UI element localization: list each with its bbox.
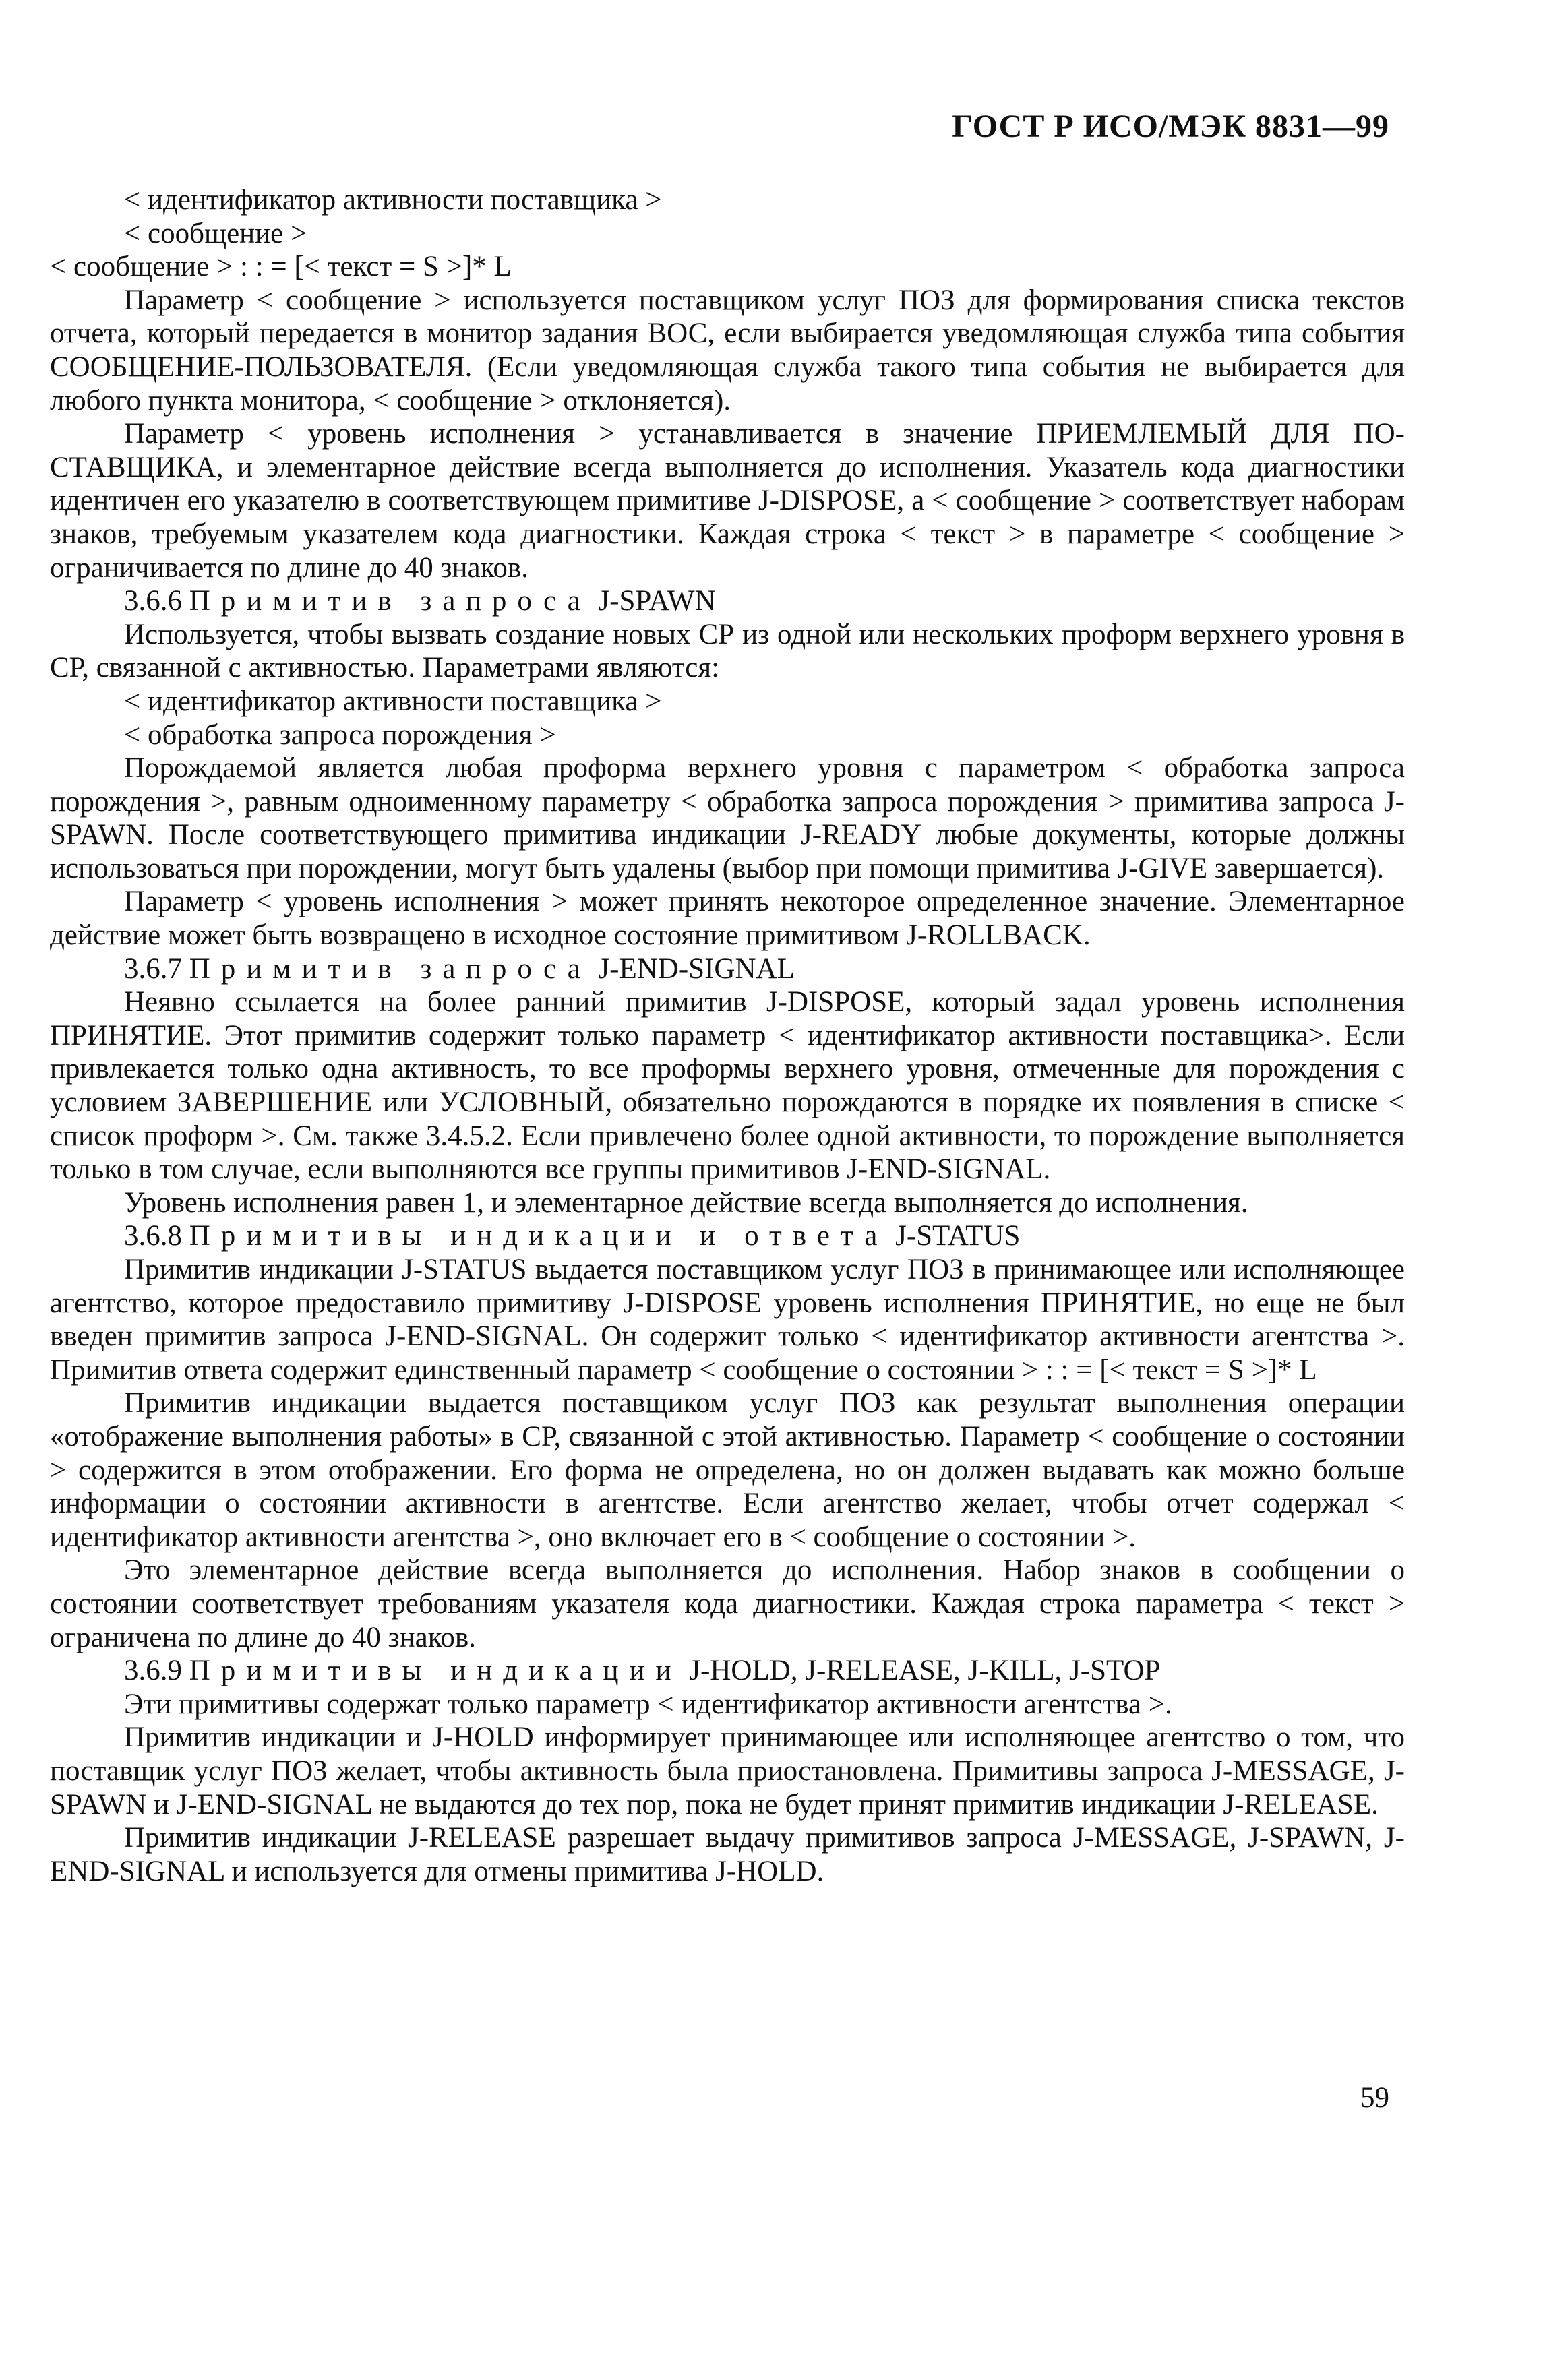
section-number: 3.6.7 — [124, 952, 182, 985]
paragraph: Параметр < сообщение > используется поставщиком услуг ПОЗ для формирования списка текстов отчета, который передается в монитор задания ВОС, если выбирается уведомляющая служба типа события СООБЩЕНИЕ-ПОЛЬЗОВАТЕЛЯ. (Если уведомляющая служба такого типа события не выбирается для любого пункта монитора, < сообщение > отклоняется). — [50, 284, 1405, 417]
paragraph: Используется, чтобы вызвать создание новых СР из одной или нескольких проформ верхнего уровня в СР, связанной с активностью. Параметрами являются: — [50, 618, 1405, 684]
section-spaced-title: Примитив запроса — [189, 952, 591, 985]
document-body — [50, 183, 1405, 1888]
paragraph: Примитив индикации J-RELEASE разрешает выдачу примитивов запроса J-MESSAGE, J-SPAWN, J-END-SIGNAL и используется для отмены примитива J-HOLD. — [50, 1822, 1405, 1887]
paragraph: Примитив индикации и J-HOLD информирует принимающее или исполняющее агентство о том, что поставщик услуг ПОЗ желает, чтобы активность была приостановлена. Примитивы запроса J-MESSAGE, J-SPAWN и J-END-SIGNAL не выдаются до тех пор, пока не будет принят примитив индикации J-RELEASE. — [50, 1721, 1405, 1821]
section-spaced-title: Примитивы индикации — [189, 1655, 682, 1687]
page-number: 59 — [1360, 2082, 1389, 2114]
section-heading-3-6-7 — [50, 952, 1405, 986]
paragraph: Порождаемой является любая проформа верхнего уровня с параметром < обработка запроса порождения >, равным одноименному параметру < обработка запроса порождения > примитива запроса J-SPAWN. После соответствующего примитива индикации J-READY любые документы, которые должны использоваться при порождении, могут быть удалены (выбор при помощи примитива J-GIVE завершается). — [50, 752, 1405, 884]
paragraph: Параметр < уровень исполнения > устанавливается в значение ПРИЕМЛЕМЫЙ ДЛЯ ПОСТАВЩИКА, и элементарное действие всегда выполняется до исполнения. Указатель кода диагностики идентичен его указателю в соответствующем примитиве J-DISPOSE, а < сообщение > соответствует наборам знаков, требуемым указателем кода диагностики. Каждая строка < текст > в параметре < сообщение > ограничивается по длине до 40 знаков. — [50, 418, 1405, 584]
section-primitive-name: J-STATUS — [895, 1220, 1021, 1252]
paragraph: Эти примитивы содержат только параметр < идентификатор активности агентства >. — [124, 1688, 1172, 1720]
paragraph: Примитив индикации выдается поставщиком услуг ПОЗ как результат выполнения операции «отображение выполнения работы» в СР, связанной с этой активностью. Параметр < сообщение о состоянии > содержится в этом отображении. Его форма не определена, но он должен выдавать как можно больше информации о состоянии активности в агентстве. Если агентство желает, чтобы отчет содержал < идентификатор активности агентства >, оно включает его в < сообщение о состоянии >. — [50, 1387, 1405, 1553]
section-spaced-title: Примитивы индикации и ответа — [189, 1220, 888, 1252]
section-primitive-name: J-HOLD, J-RELEASE, J-KILL, J-STOP — [689, 1655, 1161, 1687]
section-heading-3-6-9 — [50, 1654, 1405, 1688]
paragraph: Уровень исполнения равен 1, и элементарное действие всегда выполняется до исполнения. — [124, 1186, 1248, 1219]
paragraph: Примитив индикации J-STATUS выдается поставщиком услуг ПОЗ в принимающее или исполняющее агентство, которое предоставило примитиву J-DISPOSE уровень исполнения ПРИНЯТИЕ, но еще не был введен примитив запроса J-END-SIGNAL. Он содержит только < идентификатор активности агентства >. Примитив ответа содержит единственный параметр < сообщение о состоянии > : : = [< текст = S >]* L — [50, 1254, 1405, 1386]
paragraph: < сообщение > : : = [< текст = S >]* L — [50, 251, 512, 283]
paragraph: < обработка запроса порождения > — [124, 719, 556, 751]
paragraph: Неявно ссылается на более ранний примитив J-DISPOSE, который задал уровень исполнения ПРИНЯТИЕ. Этот примитив содержит только параметр < идентификатор активности поставщика>. Если привлекается только одна активность, то все проформы верхнего уровня, отмеченные для порождения с условием ЗАВЕРШЕНИЕ или УСЛОВНЫЙ, обязательно порождаются в порядке их появления в списке < список проформ >. См. также 3.4.5.2. Если привлечено более одной активности, то порождение выполняется только в том случае, если выполняются все группы примитивов J-END-SIGNAL. — [50, 986, 1405, 1186]
paragraph: < сообщение > — [124, 217, 307, 249]
section-heading-3-6-6 — [50, 584, 1405, 618]
section-number: 3.6.8 — [124, 1220, 182, 1252]
paragraph: Это элементарное действие всегда выполняется до исполнения. Набор знаков в сообщении о состоянии соответствует требованиям указателя кода диагностики. Каждая строка параметра < текст > ограничена по длине до 40 знаков. — [50, 1554, 1405, 1653]
paragraph: < идентификатор активности поставщика > — [124, 685, 662, 717]
paragraph: Параметр < уровень исполнения > может принять некоторое определенное значение. Элементарное действие может быть возвращено в исходное состояние примитивом J-ROLLBACK. — [50, 886, 1405, 952]
standard-header: ГОСТ Р ИСО/МЭК 8831—99 — [952, 109, 1389, 144]
section-heading-3-6-8 — [50, 1219, 1405, 1253]
section-number: 3.6.9 — [124, 1655, 182, 1687]
paragraph: < идентификатор активности поставщика > — [124, 184, 662, 216]
section-number: 3.6.6 — [124, 585, 182, 617]
section-primitive-name: J-END-SIGNAL — [598, 952, 795, 985]
section-primitive-name: J-SPAWN — [598, 585, 716, 617]
section-spaced-title: Примитив запроса — [189, 585, 591, 617]
